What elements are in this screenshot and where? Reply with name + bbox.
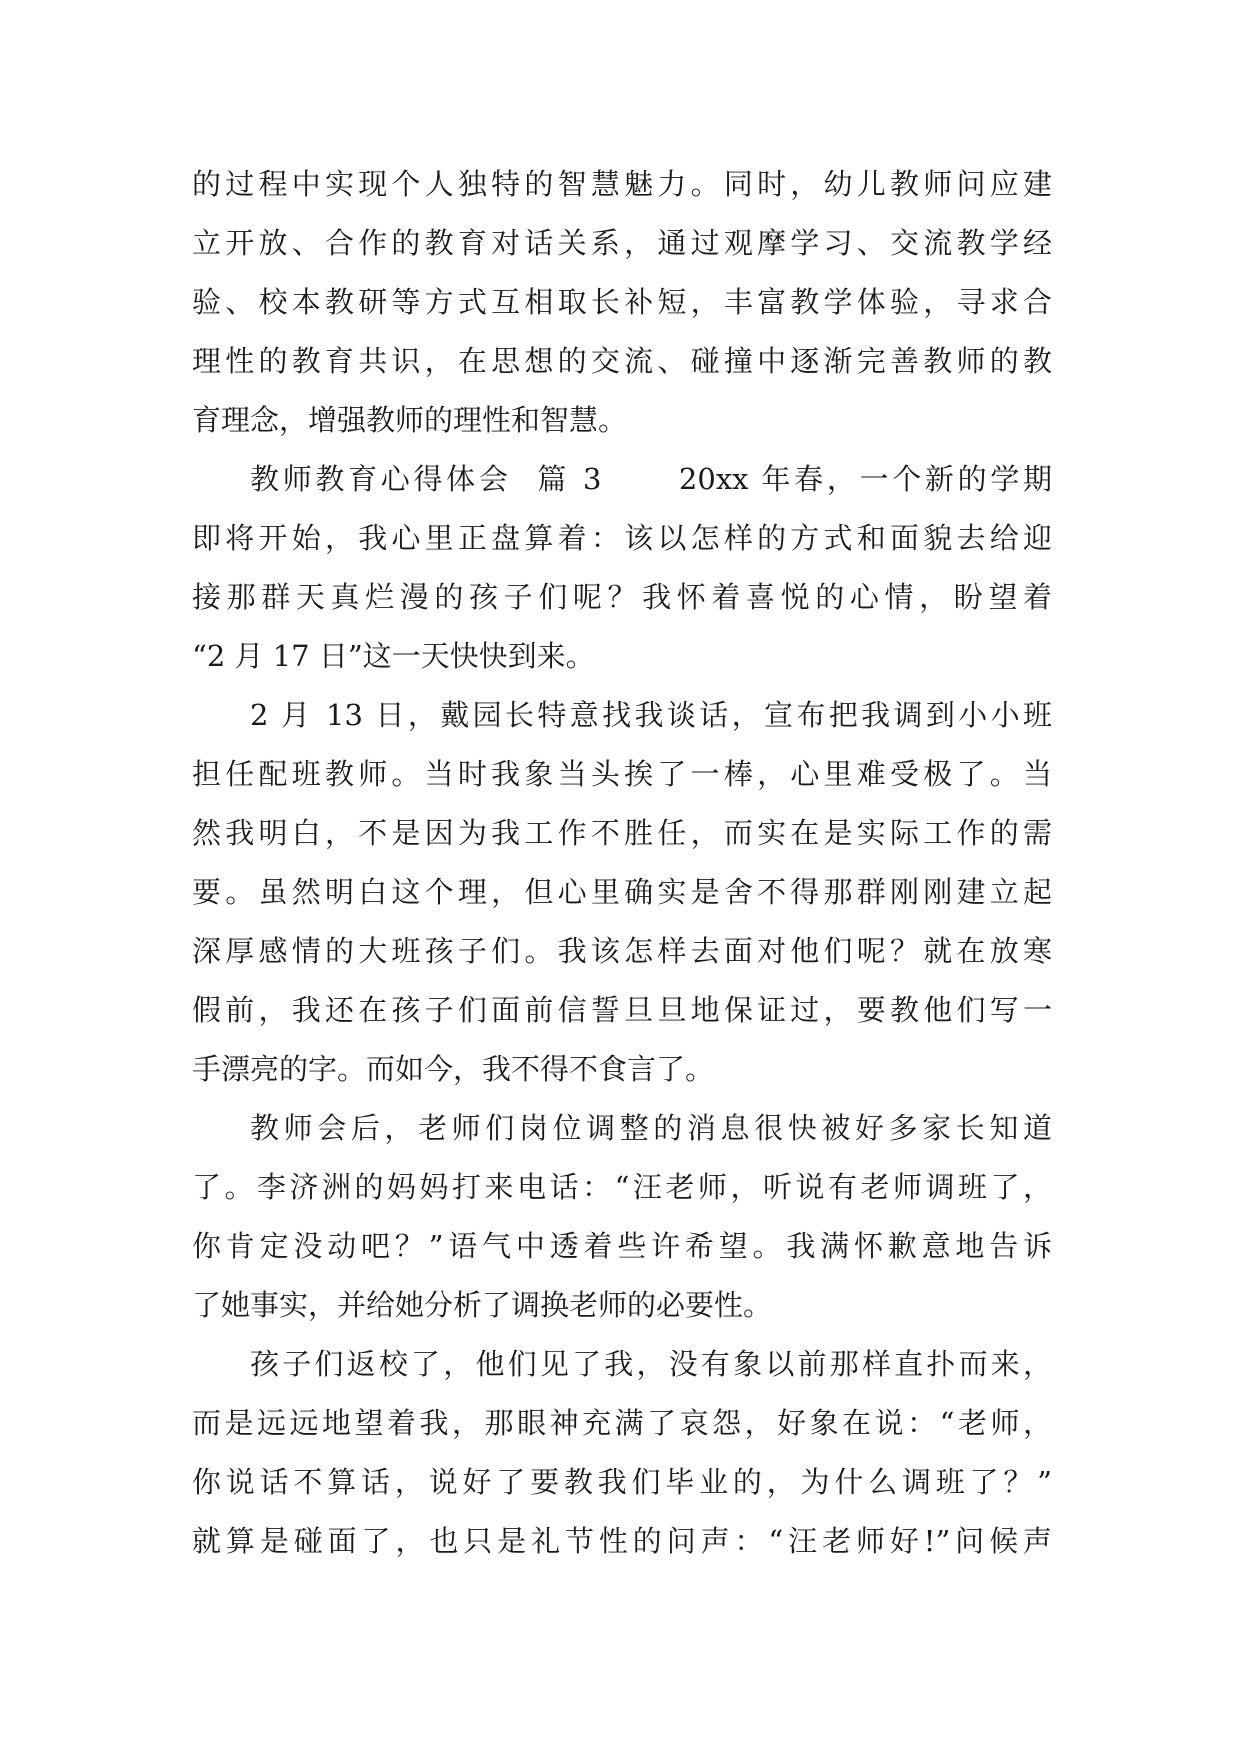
document-text-line: 即将开始，我心里正盘算着：该以怎样的方式和面貌去给迎 (192, 521, 1052, 555)
document-text-line: 假前，我还在孩子们面前信誓旦旦地保证过，要教他们写一 (192, 993, 1052, 1027)
document-text-line: 手漂亮的字。而如今，我不得不食言了。 (192, 1052, 715, 1086)
document-text-line: 接那群天真烂漫的孩子们呢？我怀着喜悦的心情，盼望着 (192, 580, 1052, 614)
document-text-line: 要。虽然明白这个理，但心里确实是舍不得那群刚刚建立起 (192, 875, 1052, 909)
document-text-line: 就算是碰面了，也只是礼节性的问声：“汪老师好!”问候声 (192, 1524, 1052, 1558)
document-text-line: 教师教育心得体会 篇 3 20xx 年春，一个新的学期 (250, 462, 1052, 496)
document-text-line: 担任配班教师。当时我象当头挨了一棒，心里难受极了。当 (192, 757, 1052, 791)
document-text-line: 验、校本教研等方式互相取长补短，丰富教学体验，寻求合 (192, 285, 1052, 319)
document-text-line: 你说话不算话，说好了要教我们毕业的，为什么调班了？” (192, 1465, 1052, 1499)
document-text-line: 然我明白，不是因为我工作不胜任，而实在是实际工作的需 (192, 816, 1052, 850)
document-body (192, 155, 1052, 1571)
document-text-line: “2 月 17 日”这一天快快到来。 (192, 639, 595, 673)
document-text-line: 你肯定没动吧？”语气中透着些许希望。我满怀歉意地告诉 (192, 1229, 1052, 1263)
document-text-line: 育理念，增强教师的理性和智慧。 (192, 403, 628, 437)
document-text-line: 深厚感情的大班孩子们。我该怎样去面对他们呢？就在放寒 (192, 934, 1052, 968)
document-text-line: 孩子们返校了，他们见了我，没有象以前那样直扑而来， (250, 1347, 1052, 1381)
document-text-line: 了。李济洲的妈妈打来电话：“汪老师，听说有老师调班了， (192, 1170, 1052, 1204)
document-text-line: 教师会后，老师们岗位调整的消息很快被好多家长知道 (250, 1111, 1052, 1145)
document-text-line: 的过程中实现个人独特的智慧魅力。同时，幼儿教师问应建 (192, 167, 1052, 201)
document-text-line: 2 月 13 日，戴园长特意找我谈话，宣布把我调到小小班 (250, 698, 1052, 732)
document-text-line: 立开放、合作的教育对话关系，通过观摩学习、交流教学经 (192, 226, 1052, 260)
document-text-line: 而是远远地望着我，那眼神充满了哀怨，好象在说：“老师， (192, 1406, 1052, 1440)
document-text-line: 理性的教育共识，在思想的交流、碰撞中逐渐完善教师的教 (192, 344, 1052, 378)
document-text-line: 了她事实，并给她分析了调换老师的必要性。 (192, 1288, 773, 1322)
